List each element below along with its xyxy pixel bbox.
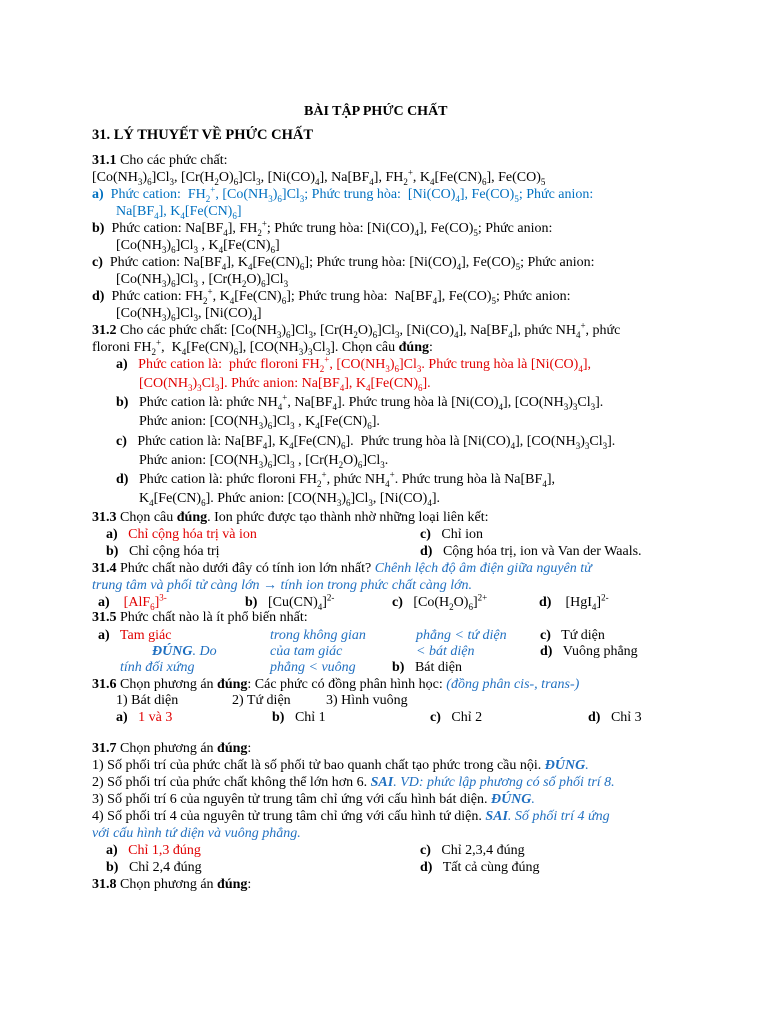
q31-1-option-d: d) Phức cation: $FH_2^+$, $K_4[Fe(CN)_6]$; Phức trung hòa: $Na[BF_4]$, $Fe(CO)_5$; Phức anion: <box>92 286 571 306</box>
q31-4-option-d: d) $[HgI_4]^{2-}$ <box>539 592 609 612</box>
q31-2-option-a: a) Phức cation là: phức floroni $FH_2^+$, $[CO(NH_3)_6]Cl_3$. Phức trung hòa là $[Ni(CO)_4]$, <box>116 354 591 374</box>
q31-6-option-a: a) 1 và 3 <box>116 710 173 725</box>
q31-4-option-b: b) $[Cu(CN)_4]^{2-}$ <box>245 592 335 612</box>
q31-1-stem: 31.1 Cho các phức chất: <box>92 153 228 168</box>
q31-7-statement-3: 3) Số phối trí 6 của nguyên tử trung tâm chỉ ứng với cấu hình bát diện. ĐÚNG. <box>92 792 535 807</box>
q31-5-option-d: d) Vuông phẳng <box>540 644 638 659</box>
q31-1-option-c: c) Phức cation: $Na[BF_4]$, $K_4[Fe(CN)_6]$; Phức trung hòa: $[Ni(CO)_4]$, $Fe(CO)_5$; Phức anion: <box>92 255 595 272</box>
q31-7-option-c: c) Chỉ 2,3,4 đúng <box>420 843 525 858</box>
q31-3-option-d: d) Cộng hóa trị, ion và Van der Waals. <box>420 544 642 559</box>
section-heading: 31. LÝ THUYẾT VỀ PHỨC CHẤT <box>92 127 314 143</box>
q31-6-option-c: c) Chỉ 2 <box>430 710 483 725</box>
q31-4-stem: 31.4 Phức chất nào dưới đây có tính ion lớn nhất? Chênh lệch độ âm điện giữa nguyên tử <box>92 561 592 576</box>
q31-4-option-c: c) $[Co(H_2O)_6]^{2+}$ <box>392 592 488 612</box>
q31-7-option-a: a) Chỉ 1,3 đúng <box>106 843 201 858</box>
q31-5-option-b: b) Bát diện <box>392 660 462 675</box>
document-title: BÀI TẬP PHỨC CHẤT <box>304 104 448 119</box>
q31-7-statement-4: 4) Số phối trí 4 của nguyên tử trung tâm chỉ ứng với cấu hình tứ diện. SAI. Số phối trí 4 ứng <box>92 809 610 824</box>
q31-5-option-c: c) Tứ diện <box>540 628 605 643</box>
q31-4-note: trung tâm và phối tử càng lớn → tính ion trong phức chất càng lớn. <box>92 578 473 593</box>
q31-3-option-a: a) Chỉ cộng hóa trị và ion <box>106 527 257 542</box>
q31-2-option-d: d) Phức cation là: phức floroni $FH_2^+$, phức $NH_4^+$. Phức trung hòa là $Na[BF_4]$, <box>116 469 555 489</box>
q31-5-answer: ĐÚNG. Do <box>152 644 217 659</box>
q31-1-option-a: a) Phức cation: $FH_2^+$, $[Co(NH_3)_6]Cl_3$; Phức trung hòa: $[Ni(CO)_4]$, $Fe(CO)_5$; Phức anion: <box>92 184 594 204</box>
q31-6-option-d: d) Chỉ 3 <box>588 710 642 725</box>
q31-3-stem: 31.3 Chọn câu đúng. Ion phức được tạo thành nhờ những loại liên kết: <box>92 510 489 525</box>
q31-8-stem: 31.8 Chọn phương án đúng: <box>92 877 252 892</box>
q31-3-option-b: b) Chỉ cộng hóa trị <box>106 544 220 559</box>
q31-5-option-a: a) Tam giác <box>98 628 172 643</box>
q31-4-option-a: a) $[AlF_6]^{3-}$ <box>98 592 167 612</box>
q31-7-statement-1: 1) Số phối trí của phức chất là số phối tử bao quanh chất tạo phức trong cầu nội. ĐÚNG. <box>92 758 589 773</box>
q31-7-option-b: b) Chỉ 2,4 đúng <box>106 860 202 875</box>
q31-7-option-d: d) Tất cả cùng đúng <box>420 860 540 875</box>
q31-5-stem: 31.5 Phức chất nào là ít phổ biến nhất: <box>92 610 308 625</box>
q31-2-option-b: b) Phức cation là: phức $NH_4^+$, $Na[BF_4]$. Phức trung hòa là $[Ni(CO)_4]$, $[CO(NH_3)_3Cl_3]$. <box>116 392 604 412</box>
q31-2-option-c: c) Phức cation là: $Na[BF_4]$, $K_4[Fe(CN)_6]$. Phức trung hòa là $[Ni(CO)_4]$, $[CO(NH_3)_3Cl_3]$. <box>116 434 616 451</box>
q31-1-option-b: b) Phức cation: $Na[BF_4]$, $FH_2^+$; Phức trung hòa: $[Ni(CO)_4]$, $Fe(CO)_5$; Phức anion: <box>92 218 553 238</box>
q31-7-statement-2: 2) Số phối trí của phức chất không thể lớn hơn 6. SAI. VD: phức lập phương có số phối trí 8. <box>92 775 615 790</box>
q31-2-stem: 31.2 Cho các phức chất: $[Co(NH_3)_6]Cl_3$, $[Cr(H_2O)_6]Cl_3$, $[Ni(CO)_4]$, $Na[BF_4]$, phức $NH_4^+$, phức <box>92 320 621 340</box>
q31-3-option-c: c) Chỉ ion <box>420 527 484 542</box>
q31-7-stem: 31.7 Chọn phương án đúng: <box>92 741 252 756</box>
q31-6-option-b: b) Chỉ 1 <box>272 710 326 725</box>
document-page: BÀI TẬP PHỨC CHẤT 31. LÝ THUYẾT VỀ PHỨC CHẤT 31.1 Cho các phức chất: $[Co(NH_3)_6]Cl_3$, $[Cr(H_2O)_6]Cl_3$, $[Ni(CO)_4]$, $Na[BF_4]$, $FH_2^+$, $K_4[Fe(CN)_6]$, $Fe(CO)_5$ a) Phức cation: $FH_2^+$, $[Co(NH_3)_6]Cl_3$; Phức trung hòa: $[Ni(CO)_4]$, $Fe(CO)_5$; Phức anion: $Na[BF_4]$, $K_4[Fe(CN)_6]$ b) Phức cation: $Na[BF_4]$, $FH_2^+$; Phức trung hòa: $[Ni(CO)_4]$, $Fe(CO)_5$; Phức anion: $[Co(NH_3)_6]Cl_3$ , $K_4[Fe(CN)_6]$ c) Phức cation: $Na[BF_4]$, $K_4[Fe(CN)_6]$; Phức trung hòa: $[Ni(CO)_4]$, $Fe(CO)_5$; Phức anion: $[Co(NH_3)_6]Cl_3$ , $[Cr(H_2O)_6]Cl_3$ d) Phức cation: $FH_2^+$, $K_4[Fe(CN)_6]$; Phức trung hòa: $Na[BF_4]$, $Fe(CO)_5$; Phức anion: $[Co(NH_3)_6]Cl_3$, $[Ni(CO)_4]$ 31.2 Cho các phức chất: $[Co(NH_3)_6]Cl_3$, $[Cr(H_2O)_6]Cl_3$, $[Ni(CO)_4]$, $Na[BF_4]$, phức $NH_4^+$, phức floroni $FH_2^+$, $K_4[Fe(CN)_6]$, $[CO(NH_3)_3Cl_3]$. Chọn câu đúng: a) Phức cation là: phức floroni $FH_2^+$, $[CO(NH_3)_6]Cl_3$. Phức trung hòa là $[Ni(CO)_4]$, $[CO(NH_3)_3Cl_3]$. Phức anion: $Na[BF_4]$, $K_4[Fe(CN)_6]$. b) Phức cation là: phức $NH_4^+$, $Na[BF_4]$. Phức trung hòa là $[Ni(CO)_4]$, $[CO(NH_3)_3Cl_3]$. Phức anion: $[CO(NH_3)_6]Cl_3$ , $K_4[Fe(CN)_6]$. c) Phức cation là: $Na[BF_4]$, $K_4[Fe(CN)_6]$. Phức trung hòa là $[Ni(CO)_4]$, $[CO(NH_3)_3Cl_3]$. Phức anion: $[CO(NH_3)_6]Cl_3$ , $[Cr(H_2O)_6]Cl_3$. d) Phức cation là: phức floroni $FH_2^+$, phức $NH_4^+$. Phức trung hòa là $Na[BF_4]$, $K_4[Fe(CN)_6]$. Phức anion: $[CO(NH_3)_6]Cl_3$, $[Ni(CO)_4]$. 31.3 Chọn câu đúng. Ion phức được tạo thành nhờ những loại liên kết: a) Chỉ cộng hóa trị và ion c) Chỉ ion b) Chỉ cộng hóa trị d) Cộng hóa trị, ion và Van der Waals. 31.4 Phức chất nào dưới đây có tính ion lớn nhất? Chênh lệch độ âm điện giữa nguyên tử trung tâm và phối tử càng lớn → tính ion trong phức chất càng lớn. a) $[AlF_6]^{3-}$ b) $[Cu(CN)_4]^{2-}$ c) $[Co(H_2O)_6]^{2+}$ d) $[HgI_4]^{2-}$ 31.5 Phức chất nào là ít phổ biến nhất: a) Tam giác trong không gian phẳng < tứ diện c) Tứ diện ĐÚNG. Do của tam giác < bát diện d) Vuông phẳng tính đối xứng phẳng < vuông b) Bát diện 31.6 Chọn phương án đúng: Các phức có đồng phân hình học: (đồng phân cis-, trans-) 1) Bát diện 2) Tứ diện 3) Hình vuông a) 1 và 3 b) Chỉ 1 c) Chỉ 2 d) Chỉ 3 31.7 Chọn phương án đúng: 1) Số phối trí của phức chất là số phối tử bao quanh chất tạo phức trong cầu nội. ĐÚNG. 2) Số phối trí của phức chất không thể lớn hơn 6. SAI. VD: phức lập phương có số phối trí 8. 3) Số phối trí 6 của nguyên tử trung tâm chỉ ứng với cấu hình bát diện. ĐÚNG. 4) Số phối trí 4 của nguyên tử trung tâm chỉ ứng với cấu hình tứ diện. SAI. Số phối trí 4 ứng với cấu hình tứ diện và vuông phẳng. a) Chỉ 1,3 đúng c) Chỉ 2,3,4 đúng b) Chỉ 2,4 đúng d) Tất cả cùng đúng 31.8 Chọn phương án đúng: <box>92 104 642 892</box>
q31-6-stem: 31.6 Chọn phương án đúng: Các phức có đồng phân hình học: (đồng phân cis-, trans-) <box>92 677 580 692</box>
q31-1-compounds: $[Co(NH_3)_6]Cl_3$, $[Cr(H_2O)_6]Cl_3$, $[Ni(CO)_4]$, $Na[BF_4]$, $FH_2^+$, $K_4[Fe(CN)_6]$, $Fe(CO)_5$ <box>92 167 546 187</box>
